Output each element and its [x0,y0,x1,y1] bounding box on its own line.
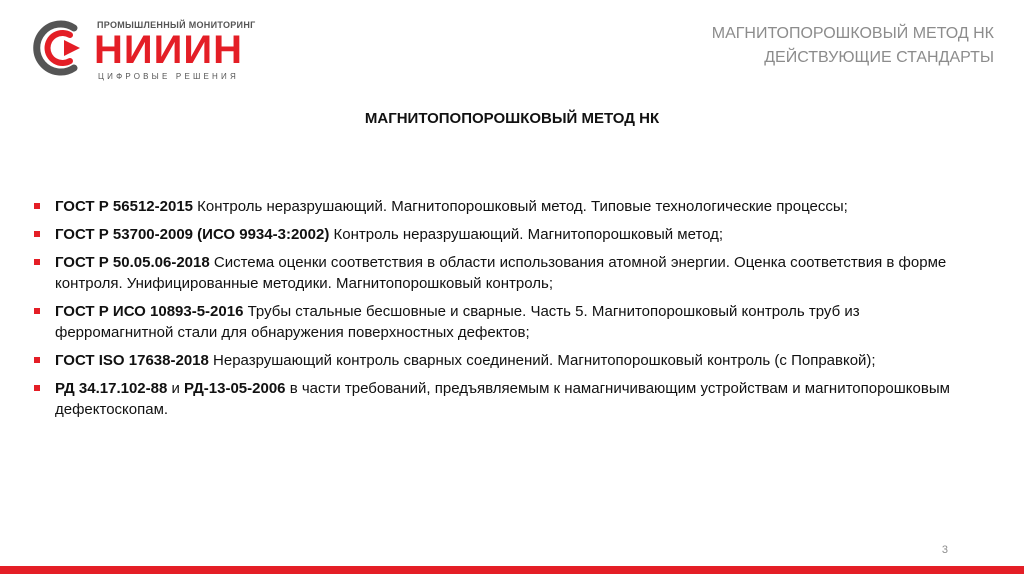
standard-code: ГОСТ Р 56512-2015 [55,198,194,215]
standard-connector: и [167,380,185,397]
bullet-square-icon [34,308,40,314]
standard-code: ГОСТ Р 50.05.06-2018 [55,254,210,271]
standard-description: Неразрушающий контроль сварных соединений. Магнитопорошковый контроль (с Поправкой); [208,352,876,369]
standard-code: ГОСТ Р ИСО 10893-5-2016 [55,303,244,320]
bullet-square-icon [34,203,40,209]
list-item [32,252,952,294]
list-item [32,378,952,420]
list-item [32,196,952,217]
company-logo [30,14,270,80]
bullet-square-icon [34,231,40,237]
bullet-square-icon [34,385,40,391]
logo-emblem-icon [30,18,92,78]
logo-wordmark: НИИИН [94,28,244,72]
slide-title: МАГНИТОПОПОРОШКОВЫЙ МЕТОД НК [364,110,660,127]
page-number: 3 [941,544,948,556]
standard-code: ГОСТ Р 53700-2009 (ИСО 9934-3:2002) [55,226,330,243]
standard-code: ГОСТ ISO 17638-2018 [55,352,209,369]
standard-code-secondary: РД-13-05-2006 [184,380,286,397]
list-item [32,224,952,245]
logo-subline: ЦИФРОВЫЕ РЕШЕНИЯ [98,72,239,81]
list-item [32,350,952,371]
logo-tagline: ПРОМЫШЛЕННЫЙ МОНИТОРИНГ [97,20,256,30]
standard-description: в части требований, предъявляемым к намагничивающим устройствам и магнитопорошковым дефектоскопам. [55,380,950,418]
standard-code: РД 34.17.102-88 [55,380,168,397]
bullet-square-icon [34,259,40,265]
standard-description: Контроль неразрушающий. Магнитопорошковый метод; [329,226,724,243]
bottom-accent-bar [0,566,1024,574]
header-line-2: ДЕЙСТВУЮЩИЕ СТАНДАРТЫ [764,49,994,66]
standard-description: Трубы стальные бесшовные и сварные. Часть 5. Магнитопорошковый контроль труб из ферромагнитной стали для обнаружения поверхностных дефектов; [55,303,860,341]
standards-list [32,196,952,427]
header-line-1: МАГНИТОПОРОШКОВЫЙ МЕТОД НК [711,25,994,42]
list-item [32,301,952,343]
bullet-square-icon [34,357,40,363]
standard-description: Контроль неразрушающий. Магнитопорошковый метод. Типовые технологические процессы; [193,198,848,215]
standard-description: Система оценки соответствия в области использования атомной энергии. Оценка соответствия в форме контроля. Унифицированные методики. Магнитопорошковый контроль; [55,254,947,292]
header-section-title [712,22,994,70]
